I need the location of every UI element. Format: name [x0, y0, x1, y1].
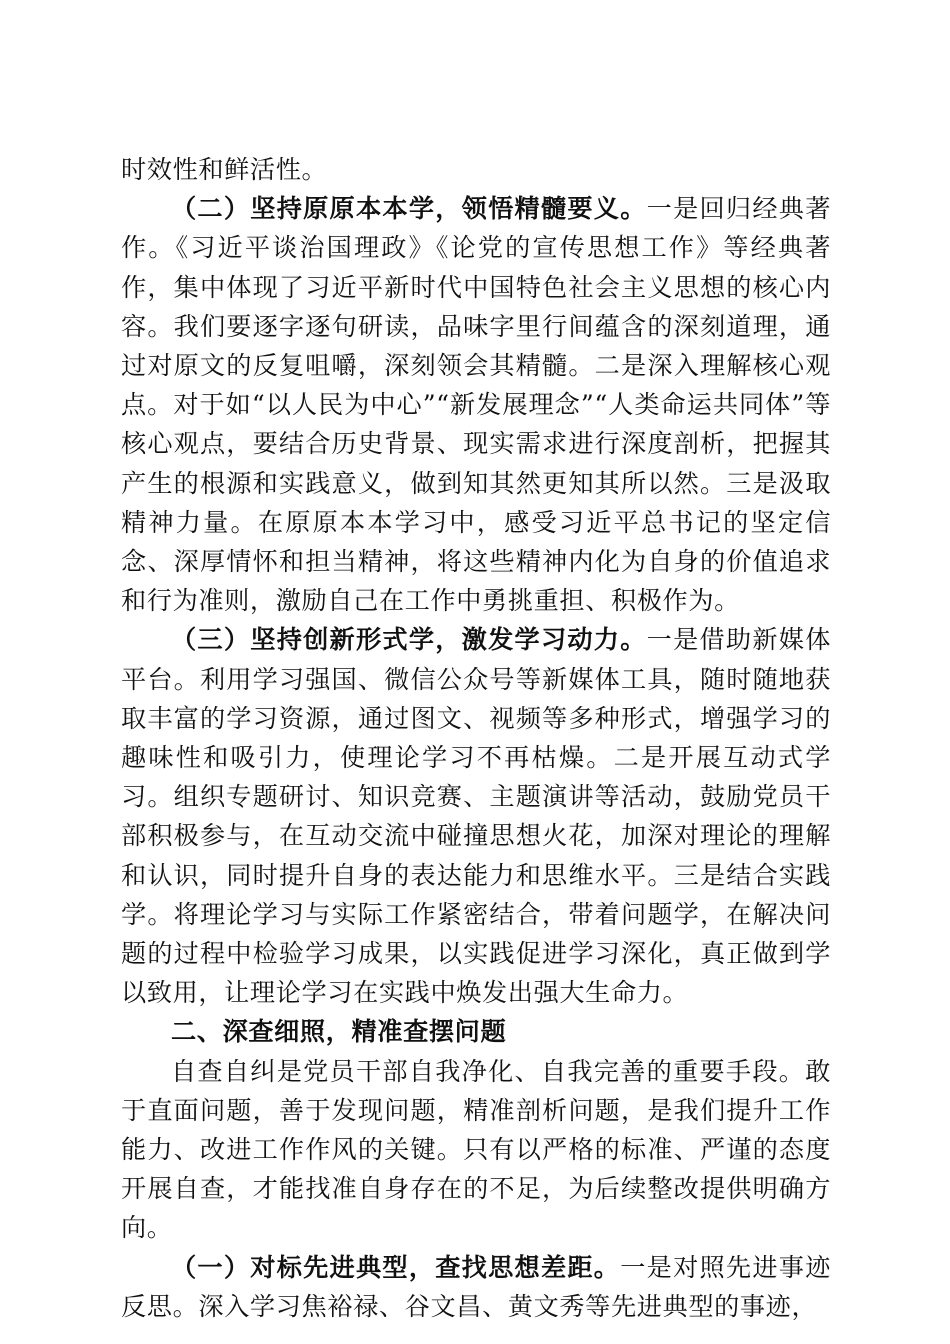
paragraph-text: 时效性和鲜活性。: [121, 155, 328, 184]
paragraph-section-3: [121, 620, 831, 1012]
paragraph-text: 一是回归经典著作。《习近平谈治国理政》《论党的宣传思想工作》等经典著作，集中体现了习近平新时代中国特色社会主义思想的核心内容。我们要逐字逐句研读，品味字里行间蕴含的深刻道理，通过对原文的反复咀嚼，深刻领会其精髓。二是深入理解核心观点。对于如“以人民为中心”“新发展理念”“人类命运共同体”等核心观点，要结合历史背景、现实需求进行深度剖析，把握其产生的根源和实践意义，做到知其然更知其所以然。三是汲取精神力量。在原原本本学习中，感受习近平总书记的坚定信念、深厚情怀和担当精神，将这些精神内化为自身的价值追求和行为准则，激励自己在工作中勇挑重担、积极作为。: [121, 194, 831, 616]
section-heading: [121, 1012, 831, 1051]
heading-text: 二、深查细照，精准查摆问题: [171, 1016, 507, 1047]
paragraph-lead: （一）对标先进典型，查找思想差距。: [171, 1251, 621, 1282]
paragraph-lead: （三）坚持创新形式学，激发学习动力。: [171, 624, 647, 655]
paragraph-text: 自查自纠是党员干部自我净化、自我完善的重要手段。敢于直面问题，善于发现问题，精准剖析问题，是我们提升工作能力、改进工作作风的关键。只有以严格的标准、严谨的态度开展自查，才能找准自身存在的不足，为后续整改提供明确方向。: [121, 1056, 831, 1243]
paragraph-continuation: [121, 150, 831, 189]
paragraph-intro: [121, 1052, 831, 1248]
paragraph-section-2: [121, 189, 831, 620]
paragraph-text: 一是对照先进事迹反思。深入学习焦裕禄、谷文昌、黄文秀等先进典型的事迹，: [121, 1252, 831, 1321]
paragraph-lead: （二）坚持原原本本学，领悟精髓要义。: [171, 193, 647, 224]
paragraph-subsection-1: [121, 1248, 831, 1326]
document-body: [121, 150, 831, 1326]
paragraph-text: 一是借助新媒体平台。利用学习强国、微信公众号等新媒体工具，随时随地获取丰富的学习资源，通过图文、视频等多种形式，增强学习的趣味性和吸引力，使理论学习不再枯燥。二是开展互动式学习。组织专题研讨、知识竞赛、主题演讲等活动，鼓励党员干部积极参与，在互动交流中碰撞思想火花，加深对理论的理解和认识，同时提升自身的表达能力和思维水平。三是结合实践学。将理论学习与实际工作紧密结合，带着问题学，在解决问题的过程中检验学习成果，以实践促进学习深化，真正做到学以致用，让理论学习在实践中焕发出强大生命力。: [121, 625, 831, 1008]
